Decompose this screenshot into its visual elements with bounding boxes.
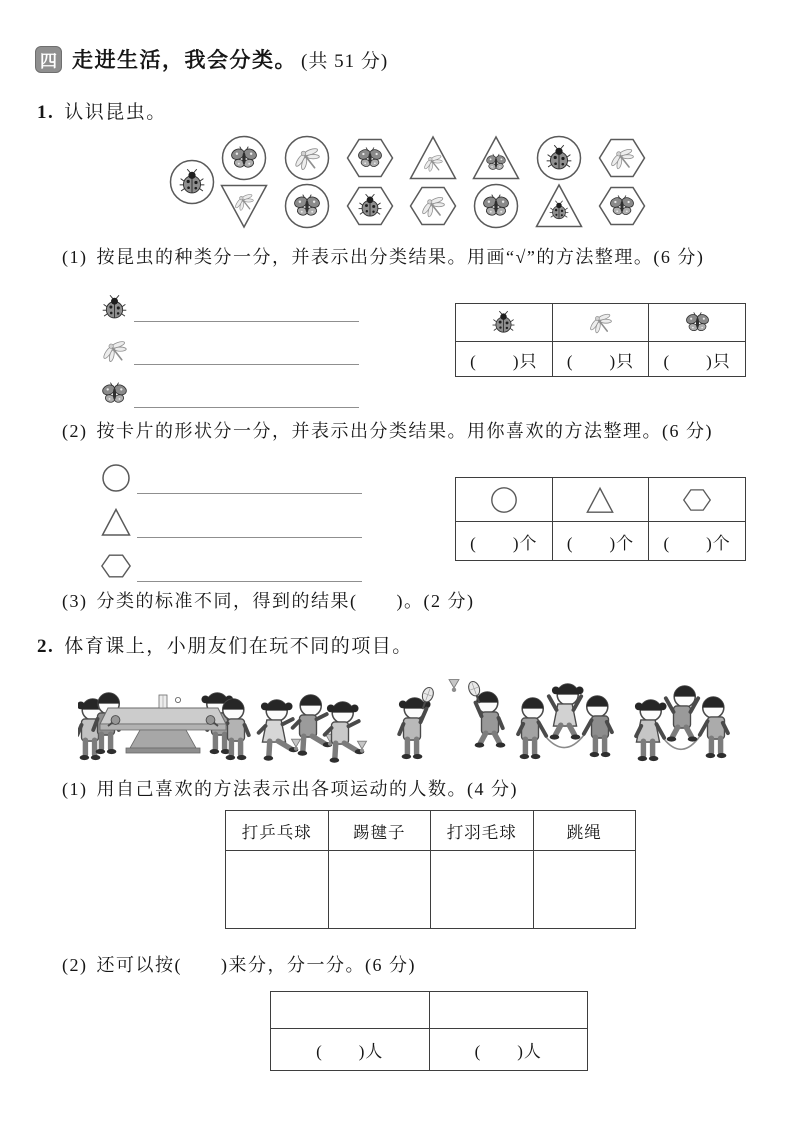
count-cell: ( )个 bbox=[552, 522, 649, 561]
q1-sub2-instruction: 按卡片的形状分一分，并表示出分类结果。用你喜欢的方法整理。(6 分) bbox=[96, 421, 713, 441]
sport-header-rope: 跳绳 bbox=[533, 811, 636, 851]
q2-sub1-instruction: 用自己喜欢的方法表示出各项运动的人数。(4 分) bbox=[96, 779, 518, 799]
butterfly-icon bbox=[100, 379, 129, 408]
answer-cell bbox=[533, 851, 636, 929]
group-shuttlecock-kicking bbox=[259, 695, 367, 763]
card-hexagon-butterfly bbox=[596, 180, 648, 232]
circle-icon bbox=[456, 478, 553, 522]
insect-cards-row-2 bbox=[218, 180, 648, 232]
card-circle-ladybug bbox=[533, 132, 585, 184]
write-rule bbox=[134, 321, 359, 322]
sport-header-shuttlecock: 踢毽子 bbox=[328, 811, 431, 851]
group-jump-rope-2 bbox=[635, 686, 728, 761]
hexagon-icon bbox=[100, 550, 132, 582]
dragonfly-icon bbox=[552, 304, 649, 342]
q1-sub3-label: (3) bbox=[62, 591, 88, 611]
write-line-dragonfly bbox=[100, 327, 370, 365]
q2-sub1-label: (1) bbox=[62, 779, 88, 799]
q1-sub2-write-lines bbox=[100, 454, 370, 586]
dragonfly-icon bbox=[100, 336, 129, 365]
card-triangle-ladybug bbox=[533, 180, 585, 232]
q1-sub1-instruction: 按昆虫的种类分一分，并表示出分类结果。用画“√”的方法整理。(6 分) bbox=[96, 247, 705, 267]
group-badminton bbox=[399, 680, 505, 760]
shape-count-table bbox=[455, 477, 746, 561]
hexagon-icon bbox=[649, 478, 746, 522]
sports-count-table bbox=[225, 810, 636, 929]
triangle-icon bbox=[552, 478, 649, 522]
question-1-heading bbox=[37, 97, 167, 124]
sports-illustration bbox=[78, 664, 748, 766]
count-cell: ( )只 bbox=[456, 342, 553, 377]
card-circle-ladybug bbox=[166, 156, 218, 208]
section-title: 走进生活，我会分类。 bbox=[72, 48, 297, 72]
card-triangle-dragonfly bbox=[407, 132, 459, 184]
q1-sub2-text bbox=[62, 417, 713, 443]
question-2-number: 2. bbox=[37, 636, 55, 657]
count-cell: ( )个 bbox=[456, 522, 553, 561]
card-circle-butterfly bbox=[218, 132, 270, 184]
people-count-cell: ( )人 bbox=[271, 1029, 430, 1071]
card-circle-butterfly bbox=[281, 180, 333, 232]
sport-header-badminton: 打羽毛球 bbox=[431, 811, 534, 851]
people-count-cell: ( )人 bbox=[429, 1029, 588, 1071]
question-1-title: 认识昆虫。 bbox=[64, 102, 167, 123]
write-rule bbox=[137, 493, 362, 494]
triangle-icon bbox=[100, 506, 132, 538]
q1-sub3-text bbox=[62, 587, 474, 613]
question-2-heading bbox=[37, 631, 413, 658]
answer-cell bbox=[328, 851, 431, 929]
circle-icon bbox=[100, 462, 132, 494]
shuttlecock-icon bbox=[449, 680, 459, 692]
write-rule bbox=[137, 537, 362, 538]
card-triangle-down-dragonfly bbox=[218, 180, 270, 232]
count-cell: ( )个 bbox=[649, 522, 746, 561]
kid bbox=[666, 686, 698, 742]
write-line-hexagon bbox=[100, 542, 370, 582]
card-hexagon-ladybug bbox=[344, 180, 396, 232]
q1-sub1-write-lines bbox=[100, 284, 370, 413]
ladybug-icon bbox=[456, 304, 553, 342]
ladybug-icon bbox=[100, 293, 129, 322]
insect-cards-panel bbox=[166, 129, 682, 237]
kid bbox=[518, 698, 546, 759]
card-hexagon-dragonfly bbox=[407, 180, 459, 232]
q1-sub1-label: (1) bbox=[62, 247, 88, 267]
count-cell: ( )只 bbox=[552, 342, 649, 377]
insect-count-table bbox=[455, 303, 746, 377]
card-circle-butterfly bbox=[470, 180, 522, 232]
q2-sub1-text bbox=[62, 775, 518, 801]
write-rule bbox=[134, 407, 359, 408]
q2-sub2-text bbox=[62, 951, 416, 977]
kid bbox=[584, 696, 612, 757]
write-line-butterfly bbox=[100, 370, 370, 408]
two-group-table bbox=[270, 991, 588, 1071]
category-cell-empty bbox=[429, 992, 588, 1029]
question-1-number: 1. bbox=[37, 102, 55, 123]
count-cell: ( )只 bbox=[649, 342, 746, 377]
group-jump-rope-1 bbox=[518, 684, 612, 759]
write-rule bbox=[137, 581, 362, 582]
kid bbox=[259, 700, 299, 761]
butterfly-icon bbox=[649, 304, 746, 342]
category-cell-empty bbox=[271, 992, 430, 1029]
card-hexagon-butterfly bbox=[344, 132, 396, 184]
write-line-ladybug bbox=[100, 284, 370, 322]
q1-sub3-statement: 分类的标准不同，得到的结果( )。(2 分) bbox=[96, 591, 475, 611]
card-triangle-butterfly bbox=[470, 132, 522, 184]
section-points: (共 51 分) bbox=[301, 50, 389, 72]
write-line-circle bbox=[100, 454, 370, 494]
answer-cell bbox=[226, 851, 329, 929]
question-2-title: 体育课上，小朋友们在玩不同的项目。 bbox=[64, 636, 413, 657]
section-number-badge: 四 bbox=[35, 46, 62, 73]
q2-sub2-instruction: 还可以按( )来分，分一分。(6 分) bbox=[96, 955, 416, 975]
kid bbox=[700, 697, 728, 758]
kid bbox=[399, 698, 431, 759]
sport-header-table-tennis: 打乒乓球 bbox=[226, 811, 329, 851]
card-hexagon-dragonfly bbox=[596, 132, 648, 184]
kid bbox=[293, 695, 333, 756]
insect-cards-left bbox=[166, 156, 218, 208]
q2-sub2-label: (2) bbox=[62, 955, 88, 975]
card-circle-dragonfly bbox=[281, 132, 333, 184]
kid bbox=[549, 684, 584, 740]
section-header bbox=[35, 44, 388, 74]
insect-cards-row-1 bbox=[218, 132, 648, 184]
answer-cell bbox=[431, 851, 534, 929]
write-rule bbox=[134, 364, 359, 365]
write-line-triangle bbox=[100, 498, 370, 538]
kid bbox=[325, 702, 365, 763]
q1-sub2-label: (2) bbox=[62, 421, 88, 441]
group-table-tennis bbox=[78, 693, 249, 760]
q1-sub1-text bbox=[62, 243, 704, 269]
kid bbox=[635, 700, 667, 761]
